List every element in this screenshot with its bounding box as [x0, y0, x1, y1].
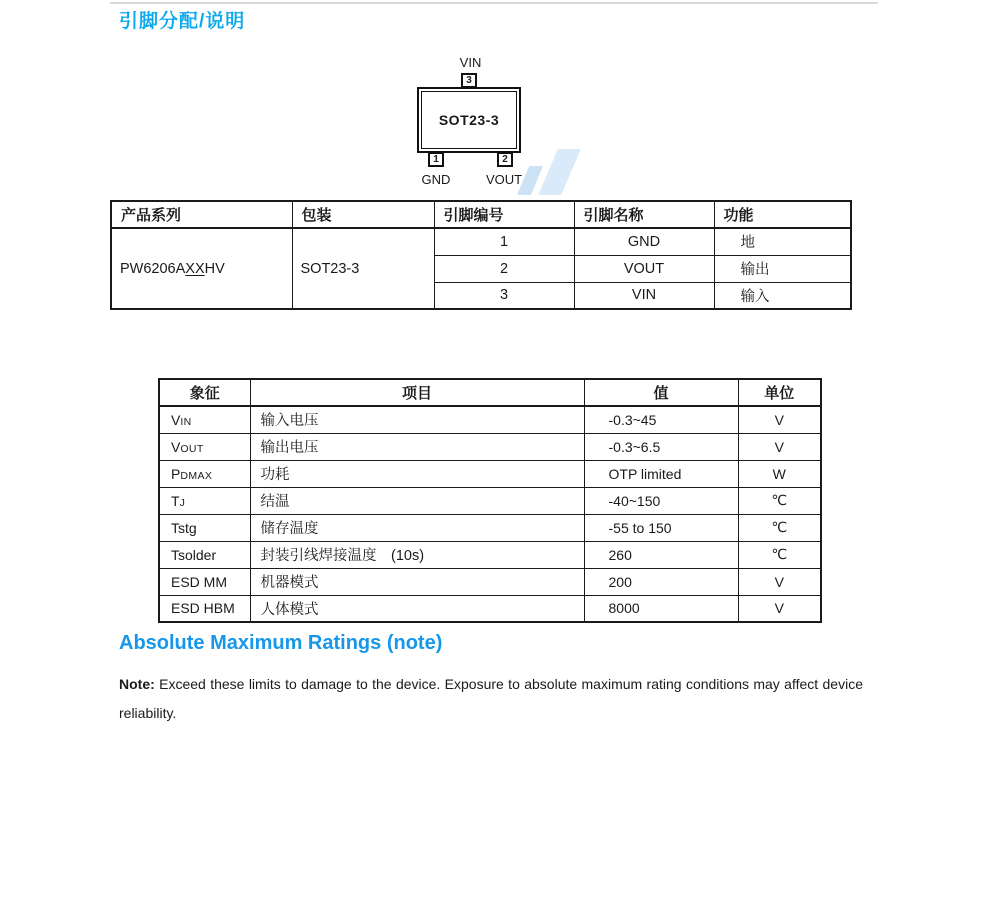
package-label: SOT23-3: [438, 112, 500, 128]
package-body-inner: [421, 91, 517, 149]
value-cell: 260: [584, 541, 738, 568]
pin-name-cell: VIN: [574, 282, 714, 309]
col-header-product-series: 产品系列: [111, 201, 292, 228]
symbol-cell: [159, 487, 250, 514]
symbol-cell: [159, 460, 250, 487]
unit-cell: ℃: [738, 541, 821, 568]
unit-cell: V: [738, 406, 821, 433]
symbol-cell: [159, 541, 250, 568]
symbol-main: Tstg: [171, 519, 197, 536]
symbol-subscript: DMAX: [180, 469, 213, 482]
pin-name-vout: VOUT: [485, 172, 523, 187]
note-paragraph: [119, 670, 863, 728]
pin-function-cell: 输入: [714, 282, 851, 309]
pin-name-cell: VOUT: [574, 255, 714, 282]
symbol-cell: [159, 406, 250, 433]
table-row: [159, 541, 821, 568]
item-cell: 功耗: [250, 460, 584, 487]
unit-cell: ℃: [738, 514, 821, 541]
item-cell: 结温: [250, 487, 584, 514]
unit-cell: ℃: [738, 487, 821, 514]
product-variant-code: XX: [185, 260, 205, 277]
pin-assignment-table: [110, 200, 852, 310]
col-header-value: 值: [584, 379, 738, 406]
package-body: [417, 87, 521, 153]
col-header-package: 包装: [292, 201, 434, 228]
table-row: [159, 433, 821, 460]
table-row: [159, 487, 821, 514]
value-cell: 8000: [584, 595, 738, 622]
unit-cell: V: [738, 433, 821, 460]
symbol-cell: [159, 433, 250, 460]
unit-cell: V: [738, 568, 821, 595]
pin-number-cell: 1: [434, 228, 574, 255]
pin-1-marker: 1: [428, 152, 444, 167]
symbol-subscript: OUT: [180, 442, 204, 455]
symbol-main: ESD HBM: [171, 600, 235, 617]
pin-function-cell: 地: [714, 228, 851, 255]
pin-number-cell: 2: [434, 255, 574, 282]
table-header-row: [159, 379, 821, 406]
value-cell: -0.3~45: [584, 406, 738, 433]
symbol-main: T: [171, 492, 180, 509]
value-cell: -55 to 150: [584, 514, 738, 541]
symbol-main: Tsolder: [171, 546, 217, 563]
page-title: 引脚分配/说明: [119, 11, 246, 32]
col-header-function: 功能: [714, 201, 851, 228]
col-header-unit: 单位: [738, 379, 821, 406]
table-row: [159, 595, 821, 622]
pin-name-gnd: GND: [421, 172, 451, 187]
maximum-ratings-table: [158, 378, 822, 623]
pin-3-marker: 3: [461, 73, 477, 88]
package-cell: SOT23-3: [292, 228, 434, 309]
product-suffix: HV: [204, 260, 225, 277]
value-cell: OTP limited: [584, 460, 738, 487]
table-row: [159, 568, 821, 595]
item-cell: 机器模式: [250, 568, 584, 595]
top-divider: [110, 2, 878, 4]
pin-name-cell: GND: [574, 228, 714, 255]
value-cell: -40~150: [584, 487, 738, 514]
unit-cell: V: [738, 595, 821, 622]
note-text: Exceed these limits to damage to the device. Exposure to absolute maximum rating conditions may affect device reliability.: [119, 676, 863, 721]
col-header-item: 项目: [250, 379, 584, 406]
value-cell: 200: [584, 568, 738, 595]
value-cell: -0.3~6.5: [584, 433, 738, 460]
pin-number-cell: 3: [434, 282, 574, 309]
symbol-cell: [159, 514, 250, 541]
symbol-main: V: [171, 438, 181, 455]
product-prefix: PW6206A: [120, 260, 186, 277]
symbol-cell: [159, 595, 250, 622]
section-title-absolute-maximum-ratings: Absolute Maximum Ratings (note): [119, 632, 443, 654]
col-header-symbol: 象征: [159, 379, 250, 406]
table-row: [159, 406, 821, 433]
unit-cell: W: [738, 460, 821, 487]
pin-2-marker: 2: [497, 152, 513, 167]
table-row: [111, 228, 851, 255]
symbol-main: ESD MM: [171, 573, 227, 590]
item-cell: 输出电压: [250, 433, 584, 460]
col-header-pin-name: 引脚名称: [574, 201, 714, 228]
table-row: [159, 460, 821, 487]
item-cell: 输入电压: [250, 406, 584, 433]
item-cell: 人体模式: [250, 595, 584, 622]
note-label: Note:: [119, 676, 155, 692]
product-series-cell: [111, 228, 292, 309]
symbol-subscript: IN: [180, 415, 192, 428]
item-cell: 封装引线焊接温度 (10s): [250, 541, 584, 568]
pin-function-cell: 输出: [714, 255, 851, 282]
symbol-cell: [159, 568, 250, 595]
symbol-subscript: J: [179, 496, 186, 509]
pin-name-vin: VIN: [459, 55, 482, 70]
item-cell: 储存温度: [250, 514, 584, 541]
table-row: [159, 514, 821, 541]
symbol-main: V: [171, 411, 181, 428]
col-header-pin-number: 引脚编号: [434, 201, 574, 228]
watermark-logo-icon: [538, 149, 581, 195]
symbol-main: P: [171, 465, 181, 482]
table-header-row: [111, 201, 851, 228]
package-diagram: [400, 50, 600, 195]
